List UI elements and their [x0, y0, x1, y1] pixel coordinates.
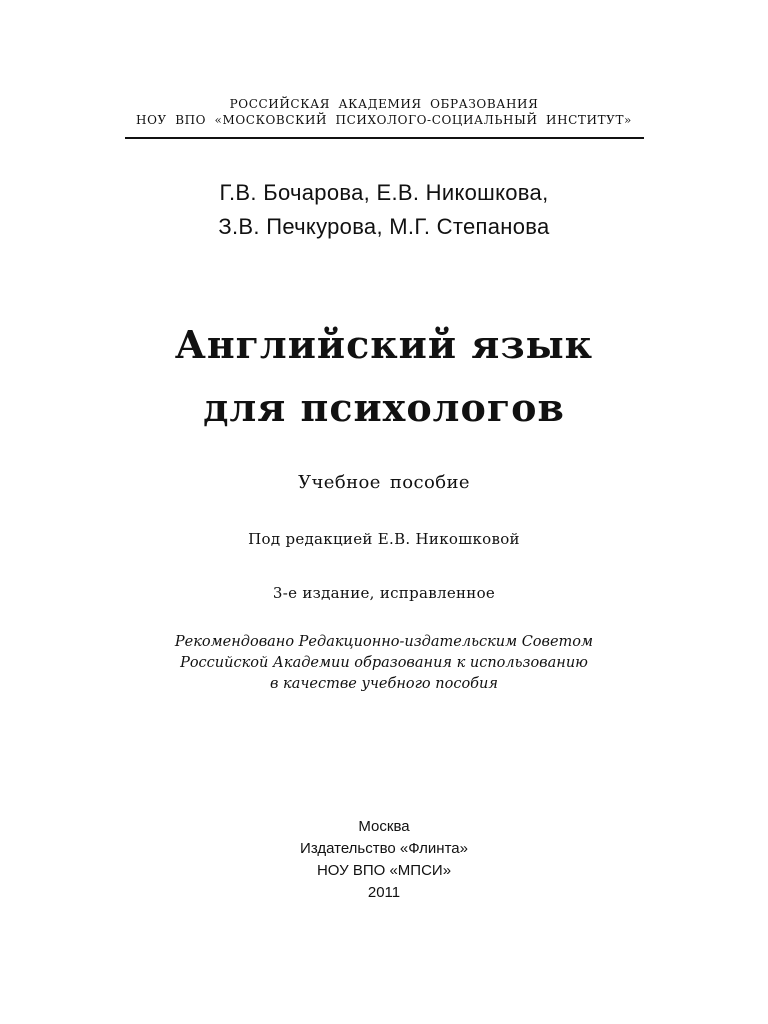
book-subtitle: Учебное пособие: [298, 472, 470, 493]
editor-line: Под редакцией Е.В. Никошковой: [248, 530, 520, 548]
publisher-institute: НОУ ВПО «МПСИ»: [316, 862, 452, 879]
edition-line: 3-е издание, исправленное: [272, 584, 496, 602]
publication-year: 2011: [367, 884, 401, 901]
recommendation-line-2: Российской Академии образования к использованию: [180, 655, 588, 671]
header-divider: [125, 137, 644, 139]
book-title-line-1: Английский язык: [174, 322, 594, 367]
authors-line-1: Г.В. Бочарова, Е.В. Никошкова,: [219, 180, 549, 205]
organization-line-2: НОУ ВПО «МОСКОВСКИЙ ПСИХОЛОГО-СОЦИАЛЬНЫЙ ИНСТИТУТ»: [136, 113, 632, 127]
recommendation-line-1: Рекомендовано Редакционно-издательским Советом: [174, 634, 594, 650]
publisher-city: Москва: [358, 818, 410, 835]
authors-line-2: З.В. Печкурова, М.Г. Степанова: [218, 214, 550, 239]
recommendation-line-3: в качестве учебного пособия: [270, 676, 498, 692]
publisher-house: Издательство «Флинта»: [300, 840, 468, 857]
organization-line-1: РОССИЙСКАЯ АКАДЕМИЯ ОБРАЗОВАНИЯ: [229, 97, 539, 111]
book-title-line-2: для психологов: [203, 385, 565, 430]
